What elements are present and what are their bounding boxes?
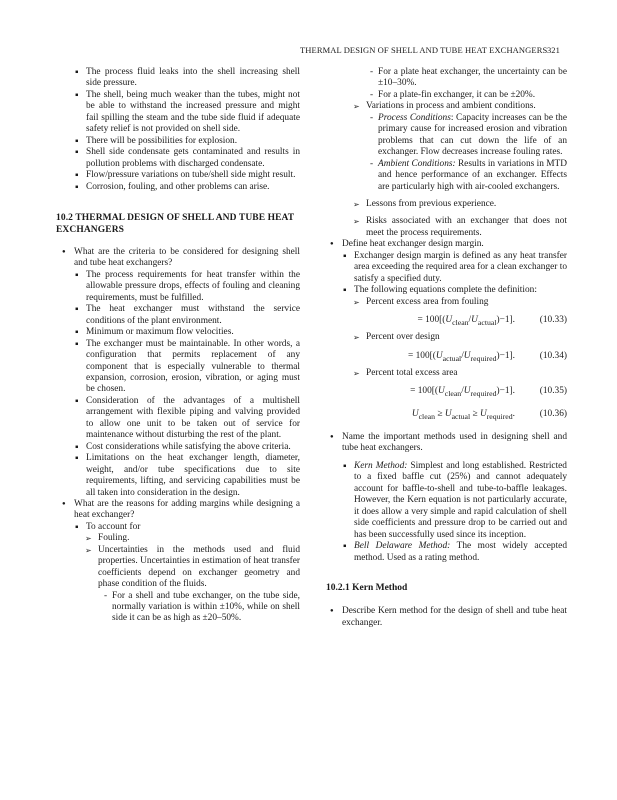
list-item: ▪ The following equations complete the definition:: [326, 285, 567, 296]
question-item: ● Describe Kern method for the design of shell and tube heat exchanger.: [326, 606, 567, 629]
equation-10-33: [326, 313, 567, 328]
equation-number: (10.34): [539, 350, 567, 361]
running-title: THERMAL DESIGN OF SHELL AND TUBE HEAT EXCHANGERS: [300, 45, 548, 55]
list-item: ▪ There will be possibilities for explosion.: [56, 136, 300, 147]
list-item: ▪ Consideration of the advantages of a multishell arrangement with flexible piping and valving provided to allow one unit to be taken out of service for maintenance without disturbing the rest of the plant.: [56, 396, 300, 442]
list-item: ➢ Uncertainties in the methods used and fluid properties. Uncertainties in estimation of heat transfer coefficients depend on exchanger geometry and phase condition of the fluids.: [56, 545, 300, 591]
list-item: ➢ Percent over design: [326, 332, 567, 343]
list-item: [326, 461, 567, 541]
list-item: ▪ Flow/pressure variations on tube/shell side might result.: [56, 170, 300, 181]
equation-expression: = $100[(U_{clean}/U_{actual})-1]$.: [417, 315, 515, 327]
equation-10-36: [326, 407, 567, 422]
list-item: - For a shell and tube exchanger, on the tube side, normally variation is within ±10%, while on shell side it can be as high as ±20–50%.: [56, 591, 300, 625]
list-item: [326, 541, 567, 564]
section-heading: 10.2 THERMAL DESIGN OF SHELL AND TUBE HEAT EXCHANGERS: [56, 212, 295, 235]
bell-delaware-text: The most widely accepted method. Used as a rating method.: [354, 541, 567, 563]
ambient-conditions-label: Ambient Conditions:: [378, 158, 456, 169]
equation-expression: $U_{clean} \ge U_{actual} \ge U_{required}$.: [411, 408, 515, 421]
question-item: ● Name the important methods used in designing shell and tube heat exchangers.: [326, 432, 567, 455]
list-item: ▪ The process fluid leaks into the shell increasing shell side pressure.: [56, 67, 300, 90]
list-item: ➢ Risks associated with an exchanger that does not meet the process requirements.: [326, 216, 567, 239]
question-item: ● What are the reasons for adding margins while designing a heat exchanger?: [56, 499, 300, 522]
process-conditions-text: : Capacity increases can be the primary cause for increased erosion and vibration problems that can cut down the life of an exchanger. Flow decreases increase fouling rates.: [378, 112, 567, 158]
list-item: ▪ The process requirements for heat transfer within the allowable pressure drops, effects of fouling and cleaning requirements, must be fulfilled.: [56, 270, 300, 304]
list-item: [326, 159, 567, 193]
list-item: ▪ To account for: [56, 522, 300, 533]
equation-expression: = $100[(U_{actual}/U_{required})-1]$.: [408, 350, 515, 363]
equation-number: (10.33): [539, 315, 567, 326]
running-header: [300, 45, 560, 55]
subsection-heading: 10.2.1 Kern Method: [326, 582, 408, 593]
list-item: [326, 113, 567, 159]
list-item: ➢ Variations in process and ambient conditions.: [326, 101, 567, 112]
equation-10-34: [326, 349, 567, 364]
ambient-conditions-text: Results in variations in MTD and hence performance of an exchanger. Effects are particularly high with air-cooled exchangers.: [378, 158, 567, 192]
list-item: ➢ Percent excess area from fouling: [326, 297, 567, 308]
list-item: ▪ The shell, being much weaker than the tubes, might not be able to withstand the increased pressure and might fail spilling the steam and the tube side fluid if adequate safety relief is not provided on shell side.: [56, 90, 300, 136]
equation-number: (10.35): [539, 385, 567, 396]
question-item: ● Define heat exchanger design margin.: [326, 239, 567, 250]
list-item: - For a plate-fin exchanger, it can be ±20%.: [326, 90, 567, 101]
kern-method-label: Kern Method:: [354, 460, 408, 471]
equation-10-35: [326, 384, 567, 399]
equation-number: (10.36): [539, 408, 567, 419]
equation-expression: = $100[(U_{clean}/U_{required})-1]$.: [410, 385, 515, 398]
list-item: ➢ Lessons from previous experience.: [326, 199, 567, 210]
list-item: ▪ The exchanger must be maintainable. In other words, a configuration that permits replacement of any component that is especially vulnerable to thermal expansion, corrosion, erosion, vibration, or aging must be chosen.: [56, 339, 300, 396]
list-item: ▪ Limitations on the heat exchanger length, diameter, weight, and/or tube specifications due to site requirements, lifting, and servicing capabilities must be all taken into consideration in the design.: [56, 453, 300, 499]
list-item: ▪ Corrosion, fouling, and other problems can arise.: [56, 182, 300, 193]
list-item: ▪ Minimum or maximum flow velocities.: [56, 327, 300, 338]
left-column: [56, 67, 300, 625]
list-item: ➢ Percent total excess area: [326, 368, 567, 379]
list-item: ▪ The heat exchanger must withstand the service conditions of the plant environment.: [56, 304, 300, 327]
list-item: - For a plate heat exchanger, the uncertainty can be ±10–30%.: [326, 67, 567, 90]
list-item: ▪ Exchanger design margin is defined as any heat transfer area exceeding the required area for a clean exchanger to satisfy a specified duty.: [326, 251, 567, 285]
process-conditions-label: Process Conditions: [378, 112, 451, 123]
kern-method-text: Simplest and long established. Restricted to a fixed baffle cut (25%) and cannot adequately account for baffle-to-shell and tube-to-baffle leakages. However, the Kern equation is not particularly accurate, it does allow a very simple and rapid calculation of shell side coefficients and pressure drop to be carried out and has been successfully used since its inception.: [354, 460, 567, 540]
page-number: 321: [546, 45, 560, 55]
list-item: ▪ Cost considerations while satisfying the above criteria.: [56, 442, 300, 453]
right-column: [326, 67, 567, 629]
question-item: ● What are the criteria to be considered for designing shell and tube heat exchangers?: [56, 247, 300, 270]
list-item: ▪ Shell side condensate gets contaminated and results in pollution problems with discharged condensate.: [56, 147, 300, 170]
list-item: ➢ Fouling.: [56, 533, 300, 544]
bell-delaware-label: Bell Delaware Method:: [354, 541, 451, 552]
